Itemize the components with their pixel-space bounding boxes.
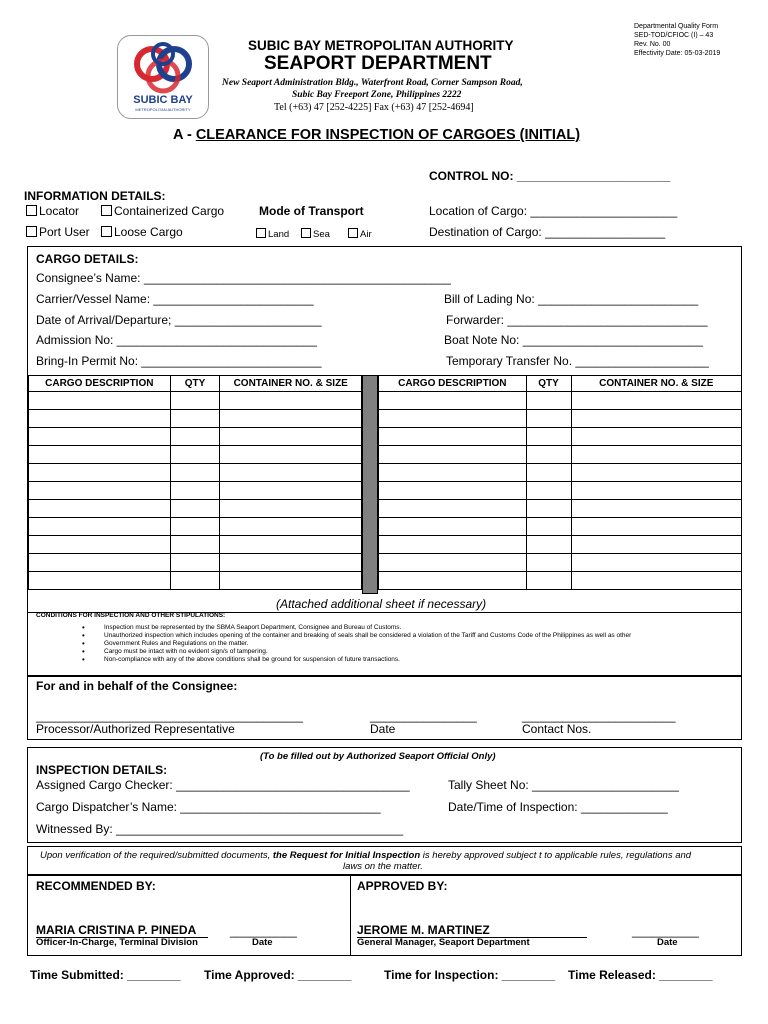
recommender-position: Officer-In-Charge, Terminal Division — [36, 937, 198, 948]
port-user-label: Port User — [39, 225, 90, 239]
table-row[interactable] — [29, 428, 362, 446]
time-submitted-field[interactable]: Time Submitted: ________ — [30, 968, 181, 982]
loose-cargo-label: Loose Cargo — [114, 225, 183, 239]
recommender-name: MARIA CRISTINA P. PINEDA — [36, 923, 197, 937]
approved-by-label: APPROVED BY: — [357, 879, 448, 893]
temporary-transfer-field[interactable]: Temporary Transfer No. ____________________ — [446, 354, 709, 368]
table-row[interactable] — [29, 554, 362, 572]
table-header-row — [379, 376, 742, 392]
locator-checkbox[interactable] — [26, 204, 79, 218]
cargo-table-left — [28, 375, 362, 590]
table-row[interactable] — [379, 554, 742, 572]
verification-pre: Upon verification of the required/submitted documents, — [40, 850, 273, 861]
recommender-date-line[interactable]: __________ — [230, 924, 297, 938]
checkbox-icon — [301, 228, 311, 238]
approver-name: JEROME M. MARTINEZ — [357, 923, 490, 937]
official-only-note: (To be filled out by Authorized Seaport Official Only) — [260, 751, 496, 762]
table-divider-bar — [362, 375, 378, 594]
mode-of-transport-title: Mode of Transport — [259, 204, 364, 218]
air-checkbox[interactable] — [348, 228, 372, 240]
col-container: CONTAINER NO. & SIZE — [220, 376, 362, 392]
bring-in-permit-field[interactable]: Bring-In Permit No: ___________________________ — [36, 354, 322, 368]
table-row[interactable] — [379, 500, 742, 518]
date-label: Date — [370, 722, 396, 736]
form-title-text: CLEARANCE FOR INSPECTION OF CARGOES (INITIAL) — [195, 127, 581, 143]
date-signature-line[interactable]: ________________ — [370, 709, 477, 723]
arrival-departure-field[interactable]: Date of Arrival/Departure; ______________________ — [36, 313, 322, 327]
destination-of-cargo-field[interactable]: Destination of Cargo: __________________ — [429, 225, 666, 239]
table-row[interactable] — [379, 410, 742, 428]
port-user-checkbox[interactable] — [26, 225, 90, 239]
table-row[interactable] — [29, 446, 362, 464]
condition-item: • Non-compliance with any of the above conditions shall be ground for suspension of future transactions. — [104, 656, 744, 664]
loose-cargo-checkbox[interactable] — [101, 225, 183, 239]
table-row[interactable] — [29, 500, 362, 518]
department-name: SEAPORT DEPARTMENT — [264, 53, 492, 74]
form-title-prefix: A - — [173, 127, 196, 143]
checkbox-icon — [26, 226, 37, 237]
table-row[interactable] — [29, 572, 362, 590]
date-time-inspection-field[interactable]: Date/Time of Inspection: _____________ — [448, 800, 668, 814]
condition-item: • Inspection must be represented by the SBMA Seaport Department, Consignee and Bureau of Customs. — [104, 624, 744, 632]
table-row[interactable] — [29, 410, 362, 428]
recommended-by-label: RECOMMENDED BY: — [36, 879, 156, 893]
verification-bold: the Request for Initial Inspection — [272, 850, 421, 861]
locator-label: Locator — [39, 204, 80, 218]
verification-text — [40, 850, 691, 861]
contact-signature-line[interactable]: _______________________ — [522, 709, 676, 723]
recommender-date-label: Date — [252, 937, 273, 948]
table-row[interactable] — [379, 392, 742, 410]
table-row[interactable] — [379, 446, 742, 464]
sbma-logo — [117, 35, 209, 119]
quality-line-4: Effectivity Date: 05-03-2019 — [634, 50, 721, 57]
table-row[interactable] — [379, 572, 742, 590]
cargo-dispatcher-field[interactable]: Cargo Dispatcher’s Name: ______________________________ — [36, 800, 381, 814]
cargo-checker-field[interactable]: Assigned Cargo Checker: ___________________________________ — [36, 778, 410, 792]
logo-text: SUBIC BAY — [133, 94, 193, 106]
table-row[interactable] — [29, 392, 362, 410]
time-approved-field[interactable]: Time Approved: ________ — [204, 968, 352, 982]
info-details-title: INFORMATION DETAILS: — [24, 189, 166, 203]
sea-checkbox[interactable] — [301, 228, 330, 240]
processor-signature-line[interactable]: ________________________________________ — [36, 709, 303, 723]
condition-item: • Cargo must be intact with no evident sign/s of tampering. — [104, 648, 744, 656]
containerized-checkbox[interactable] — [101, 204, 224, 218]
col-container: CONTAINER NO. & SIZE — [571, 376, 742, 392]
verification-line-2: laws on the matter. — [343, 861, 423, 872]
table-row[interactable] — [379, 518, 742, 536]
checkbox-icon — [101, 205, 112, 216]
attached-sheet-note: (Attached additional sheet if necessary) — [276, 597, 487, 611]
verification-post: is hereby approved subject t to applicable rules, regulations and — [420, 850, 692, 861]
table-row[interactable] — [29, 482, 362, 500]
tel-fax: Tel (+63) 47 [252-4225] Fax (+63) 47 [252-4694] — [274, 102, 474, 113]
tally-sheet-field[interactable]: Tally Sheet No: ______________________ — [448, 778, 679, 792]
col-cargo-description: CARGO DESCRIPTION — [379, 376, 527, 392]
consignee-sign-title: For and in behalf of the Consignee: — [36, 679, 238, 693]
control-no-field[interactable]: CONTROL NO: _______________________ — [429, 169, 671, 183]
address-line-2: Subic Bay Freeport Zone, Philippines 2222 — [292, 90, 462, 100]
admission-no-field[interactable]: Admission No: ______________________________ — [36, 333, 317, 347]
address-line-1: New Seaport Administration Bldg., Waterfront Road, Corner Sampson Road, — [222, 78, 523, 88]
condition-item: • Unauthorized inspection which includes opening of the container and breaking of seals shall be considered a violation of the Tariff and Customs Code of the Philippines as well as other — [104, 632, 744, 640]
bill-of-lading-field[interactable]: Bill of Lading No: ________________________ — [444, 292, 699, 306]
condition-item-continued: • Government Rules and Regulations on the matter. — [104, 640, 744, 648]
approver-date-line[interactable]: __________ — [632, 924, 699, 938]
col-cargo-description: CARGO DESCRIPTION — [29, 376, 171, 392]
conditions-list — [4, 624, 744, 664]
quality-form-info — [634, 22, 720, 58]
table-row[interactable] — [379, 482, 742, 500]
table-row[interactable] — [29, 518, 362, 536]
forwarder-field[interactable]: Forwarder: ______________________________ — [446, 313, 708, 327]
contact-label: Contact Nos. — [522, 722, 592, 736]
quality-line-3: Rev. No. 00 — [634, 41, 671, 48]
table-header-row — [29, 376, 362, 392]
consignee-name-field[interactable]: Consignee’s Name: ______________________________________________ — [36, 271, 451, 285]
witnessed-by-field[interactable]: Witnessed By: ___________________________________________ — [36, 822, 404, 836]
conditions-title: CONDITIONS FOR INSPECTION AND OTHER STIPULATIONS: — [36, 612, 226, 619]
approval-divider — [350, 875, 351, 956]
carrier-vessel-field[interactable]: Carrier/Vessel Name: ________________________ — [36, 292, 314, 306]
table-row[interactable] — [29, 536, 362, 554]
org-name: SUBIC BAY METROPOLITAN AUTHORITY — [248, 38, 514, 53]
sea-label: Sea — [313, 229, 330, 240]
cargo-table-right — [378, 375, 742, 590]
checkbox-icon — [26, 205, 37, 216]
time-for-inspection-field[interactable]: Time for Inspection: ________ — [384, 968, 556, 982]
logo-subtext: METROPOLITAN AUTHORITY — [135, 107, 191, 112]
inspection-details-title: INSPECTION DETAILS: — [36, 763, 168, 777]
land-label: Land — [268, 229, 290, 240]
boat-note-field[interactable]: Boat Note No: ___________________________ — [444, 333, 703, 347]
approver-position: General Manager, Seaport Department — [357, 937, 530, 948]
table-row[interactable] — [379, 464, 742, 482]
quality-line-1: Departmental Quality Form — [634, 23, 719, 30]
checkbox-icon — [348, 228, 358, 238]
containerized-label: Containerized Cargo — [114, 204, 225, 218]
table-row[interactable] — [379, 536, 742, 554]
cargo-details-title: CARGO DETAILS: — [36, 252, 139, 266]
col-qty: QTY — [170, 376, 220, 392]
air-label: Air — [360, 229, 372, 240]
logo-rings-icon — [118, 38, 208, 100]
table-row[interactable] — [379, 428, 742, 446]
table-row[interactable] — [29, 464, 362, 482]
processor-label: Processor/Authorized Representative — [36, 722, 235, 736]
col-qty: QTY — [526, 376, 571, 392]
checkbox-icon — [101, 226, 112, 237]
time-released-field[interactable]: Time Released: ________ — [568, 968, 713, 982]
quality-line-2: SED-TOD/CFIOC (I) – 43 — [634, 32, 714, 39]
location-of-cargo-field[interactable]: Location of Cargo: ______________________ — [429, 204, 678, 218]
approver-date-label: Date — [657, 937, 678, 948]
form-title — [173, 127, 580, 143]
checkbox-icon — [256, 228, 266, 238]
land-checkbox[interactable] — [256, 228, 289, 240]
